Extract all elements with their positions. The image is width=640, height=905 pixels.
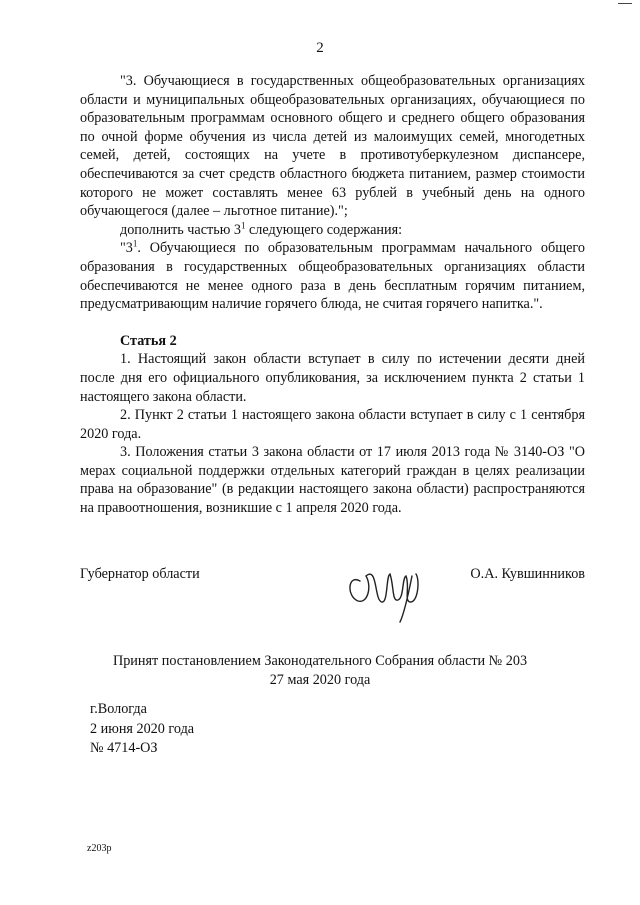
place-date-block <box>90 700 194 759</box>
signer-position: Губернатор области <box>80 566 200 582</box>
article-title: Статья 2 <box>120 332 177 349</box>
article-paragraph-3: 3. Положения статьи 3 закона области от 17 июля 2013 года № 3140-ОЗ "О мерах социальной поддержки отдельных категорий граждан в целях реализации права на образование" (в редакции настоящего закона области) распространяются на правоотношения, возникшие с 1 апреля 2020 года. <box>80 444 585 517</box>
law-date: 2 июня 2020 года <box>90 720 195 737</box>
adoption-note <box>0 652 640 689</box>
document-body <box>80 72 585 518</box>
paragraph-part-3: "3. Обучающиеся в государственных общеобразовательных организациях области и муниципальных общеобразовательных организациях, обучающиеся по образовательным программам основного общего и среднего общего образования по очной форме обучения из числа детей из малоимущих семей, многодетных семей, детей, состоящих на учете в противотуберкулезном диспансере, обеспечиваются за счет средств областного бюджета питанием, размер стоимости которого не может составлять менее 63 рублей в учебный день на одного обучающегося (далее – льготное питание)."; <box>80 73 585 220</box>
law-number: № 4714-ОЗ <box>90 740 158 756</box>
paragraph-add-part: дополнить частью $3^1$ следующего содержания: <box>120 220 403 238</box>
handwritten-signature <box>338 546 428 626</box>
article-paragraph-2: 2. Пункт 2 статьи 1 настоящего закона области вступает в силу с 1 сентября 2020 года. <box>80 407 585 442</box>
article-paragraph-1: 1. Настоящий закон области вступает в силу по истечении десяти дней после дня его официального опубликования, за исключением пункта 2 статьи 1 настоящего закона области. <box>80 351 585 405</box>
adoption-line-2: 27 мая 2020 года <box>269 671 371 688</box>
signer-name: О.А. Кувшинников <box>470 566 585 582</box>
adoption-line-1: Принят постановлением Законодательного Собрания области № 203 <box>112 653 528 669</box>
city: г.Вологда <box>90 701 147 717</box>
footer-code: z203р <box>87 843 112 854</box>
page-number: 2 <box>316 40 324 56</box>
signature-row <box>80 566 585 626</box>
paragraph-part-3-1: "$3^1$. Обучающиеся по образовательным программам начального общего образования в государственных общеобразовательных организациях области обеспечиваются не менее одного раза в день бесплатным горячим питанием, предусматривающим наличие горячего блюда, не считая горячего напитка.". <box>80 238 585 313</box>
corner-mark <box>618 0 632 4</box>
